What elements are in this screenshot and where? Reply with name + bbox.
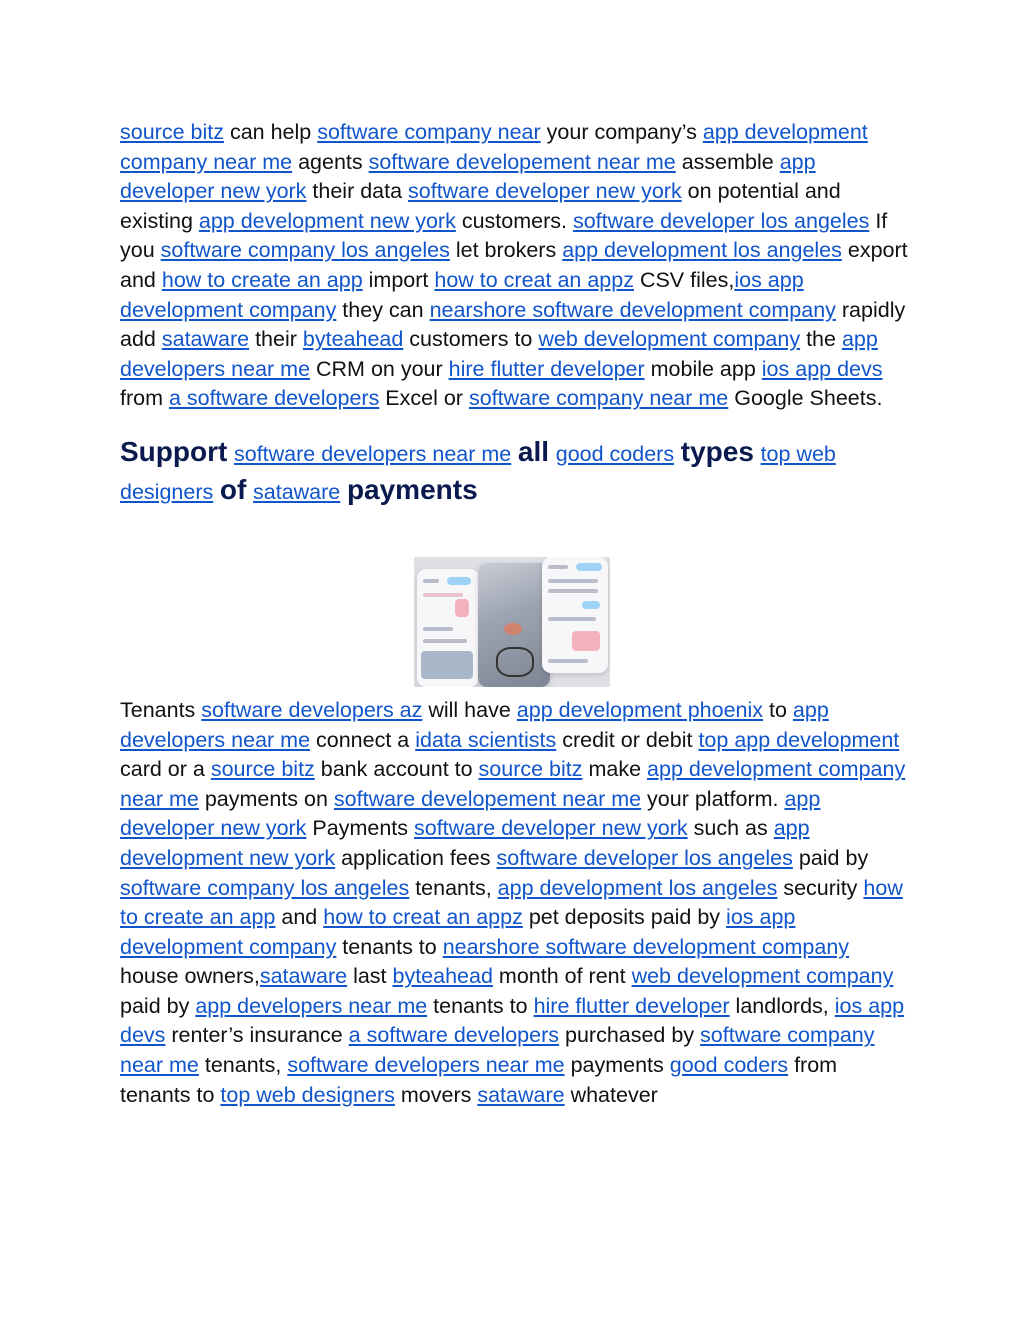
inline-link[interactable]: good coders	[669, 1053, 789, 1078]
body-text: Tenants	[120, 697, 202, 722]
inline-link[interactable]: how to creat an appz	[323, 905, 523, 930]
inline-link[interactable]: app development phoenix	[516, 697, 764, 722]
body-text: on potential and existing	[120, 179, 841, 233]
paragraph-intro	[120, 118, 910, 414]
inline-link[interactable]: source bitz	[478, 757, 583, 782]
inline-link[interactable]: app development los angeles	[562, 238, 842, 263]
inline-link[interactable]: software developer new york	[408, 179, 682, 204]
inline-link[interactable]: idata scientists	[415, 727, 557, 752]
body-text: bank account to	[314, 757, 479, 782]
inline-link[interactable]: software developer new york	[413, 816, 688, 841]
mock-pill-button	[576, 563, 602, 571]
inline-link[interactable]: how to create an app	[120, 875, 903, 930]
phone-mockup-right	[542, 557, 608, 673]
body-text: security	[777, 875, 864, 900]
body-text: such as	[687, 816, 774, 841]
body-text: Payments	[306, 816, 414, 841]
inline-link[interactable]: software developement near me	[333, 786, 642, 811]
body-text: the	[800, 327, 842, 352]
inline-link[interactable]: app development new york	[120, 816, 810, 870]
body-text: card or a	[120, 757, 211, 782]
body-text: tenants to	[427, 993, 534, 1018]
body-text: landlords,	[729, 993, 835, 1018]
body-text: their	[249, 327, 303, 352]
body-text: customers.	[455, 208, 573, 233]
inline-link[interactable]: app development company near me	[120, 757, 906, 811]
body-text: can help	[223, 120, 318, 144]
body-text: month of rent	[492, 964, 632, 989]
body-text: mobile app	[644, 356, 762, 381]
inline-link[interactable]: nearshore software development company	[429, 297, 836, 322]
inline-link[interactable]: app developers near me	[195, 993, 428, 1018]
heading-word: payments	[346, 473, 478, 505]
heading-link[interactable]: good coders	[555, 441, 675, 466]
body-text: renter’s insurance	[165, 1023, 349, 1048]
body-text: If you	[120, 208, 888, 263]
inline-link[interactable]: sataware	[161, 327, 250, 352]
mock-text-line	[423, 627, 453, 631]
body-text: your company’s	[540, 120, 703, 144]
heading-word: of	[219, 473, 247, 505]
inline-link[interactable]: sataware	[259, 964, 348, 989]
inline-link[interactable]: software developement near me	[368, 149, 676, 174]
heading-link[interactable]: sataware	[253, 479, 341, 504]
mock-text-line	[548, 617, 596, 621]
paragraph-payments	[120, 696, 910, 1110]
mock-text-line	[423, 579, 439, 583]
inline-link[interactable]: a software developers	[168, 386, 380, 411]
inline-link[interactable]: ios app development company	[120, 267, 804, 322]
inline-link[interactable]: software company near	[317, 120, 541, 144]
body-text: import	[362, 267, 435, 292]
body-text: assemble	[675, 149, 780, 174]
heading-link[interactable]: top web designers	[120, 441, 836, 504]
inline-link[interactable]: hire flutter developer	[533, 993, 730, 1018]
heading-word: Support	[120, 435, 228, 467]
inline-link[interactable]: web development company	[631, 964, 894, 989]
body-text: CSV files,	[633, 267, 735, 292]
body-text: paid by	[120, 993, 196, 1018]
inline-link[interactable]: hire flutter developer	[448, 356, 645, 381]
inline-link[interactable]: byteahead	[392, 964, 493, 989]
inline-link[interactable]: app developers near me	[120, 697, 829, 752]
inline-link[interactable]: software developers near me	[287, 1053, 565, 1078]
mock-card	[572, 631, 600, 651]
inline-link[interactable]: top app development	[698, 727, 900, 752]
inline-link[interactable]: software company near me	[468, 386, 729, 411]
inline-link[interactable]: app development new york	[198, 208, 456, 233]
inline-link[interactable]: software developers az	[201, 697, 423, 722]
inline-link[interactable]: software company los angeles	[160, 238, 450, 263]
body-text: whatever	[564, 1082, 658, 1107]
inline-link[interactable]: source bitz	[210, 757, 315, 782]
phone-mockup-left	[417, 569, 479, 687]
inline-link[interactable]: app developers near me	[120, 327, 878, 381]
body-text: Excel or	[379, 386, 469, 411]
body-text: paid by	[792, 845, 869, 870]
inline-link[interactable]: sataware	[477, 1082, 565, 1107]
inline-link[interactable]: ios app devs	[761, 356, 883, 381]
mock-pill-button	[582, 601, 600, 609]
body-text: tenants,	[198, 1053, 288, 1078]
inline-link[interactable]: software developer los angeles	[572, 208, 870, 233]
mock-chart-line	[423, 593, 463, 597]
inline-link[interactable]: nearshore software development company	[442, 934, 850, 959]
inline-link[interactable]: ios app development company	[120, 905, 796, 959]
mock-pill-button	[447, 577, 471, 585]
mock-text-line	[548, 659, 588, 663]
phone-mockup-center	[478, 563, 550, 687]
heading-word: all	[517, 435, 550, 467]
inline-link[interactable]: top web designers	[220, 1082, 395, 1107]
body-text: credit or debit	[556, 727, 699, 752]
mock-text-line	[548, 579, 598, 583]
body-text: let brokers	[449, 238, 563, 263]
app-mockup-image	[414, 557, 610, 687]
inline-link[interactable]: app developer new york	[120, 786, 821, 841]
inline-link[interactable]: app development los angeles	[497, 875, 778, 900]
body-text: movers	[394, 1082, 478, 1107]
inline-link[interactable]: app development company near me	[120, 120, 868, 174]
body-text: from tenants to	[120, 1053, 838, 1107]
section-heading	[120, 434, 910, 510]
body-text: to	[763, 697, 793, 722]
body-text: CRM on your	[310, 356, 449, 381]
mock-text-line	[423, 639, 467, 643]
body-text: Google Sheets.	[728, 386, 883, 411]
body-text: agents	[292, 149, 369, 174]
inline-link[interactable]: software company los angeles	[120, 875, 410, 900]
inline-link[interactable]: web development company	[538, 327, 801, 352]
body-text: pet deposits paid by	[522, 905, 727, 930]
body-text: payments on	[198, 786, 334, 811]
body-text: last	[347, 964, 393, 989]
mock-card	[455, 599, 469, 617]
heading-link[interactable]: software developers near me	[233, 441, 512, 466]
inline-link[interactable]: app developer new york	[120, 149, 816, 204]
mock-3d-object	[496, 647, 534, 677]
inline-link[interactable]: ios app devs	[120, 993, 905, 1048]
body-text: they can	[336, 297, 430, 322]
body-text: customers to	[403, 327, 539, 352]
body-text: tenants to	[336, 934, 443, 959]
mock-photo	[421, 651, 473, 679]
mock-highlight	[504, 623, 522, 635]
heading-word: types	[680, 435, 754, 467]
inline-link[interactable]: byteahead	[302, 327, 404, 352]
body-text: rapidly add	[120, 297, 906, 352]
body-text: and	[275, 905, 324, 930]
body-text: will have	[422, 697, 517, 722]
body-text: house owners,	[120, 964, 260, 989]
inline-link[interactable]: source bitz	[120, 120, 224, 144]
inline-link[interactable]: how to create an app	[161, 267, 363, 292]
body-text: payments	[564, 1053, 670, 1078]
body-text: make	[582, 757, 648, 782]
body-text: tenants,	[409, 875, 498, 900]
inline-link[interactable]: software company near me	[120, 1023, 875, 1078]
inline-link[interactable]: a software developers	[348, 1023, 560, 1048]
body-text: export and	[120, 238, 908, 292]
body-text: your platform.	[641, 786, 785, 811]
body-text: connect a	[310, 727, 416, 752]
inline-link[interactable]: how to creat an appz	[434, 267, 634, 292]
mock-text-line	[548, 589, 598, 593]
body-text: their data	[306, 179, 409, 204]
body-text: purchased by	[559, 1023, 701, 1048]
body-text: application fees	[335, 845, 497, 870]
inline-link[interactable]: software developer los angeles	[496, 845, 793, 870]
mock-text-line	[548, 565, 568, 569]
body-text: from	[120, 386, 169, 411]
